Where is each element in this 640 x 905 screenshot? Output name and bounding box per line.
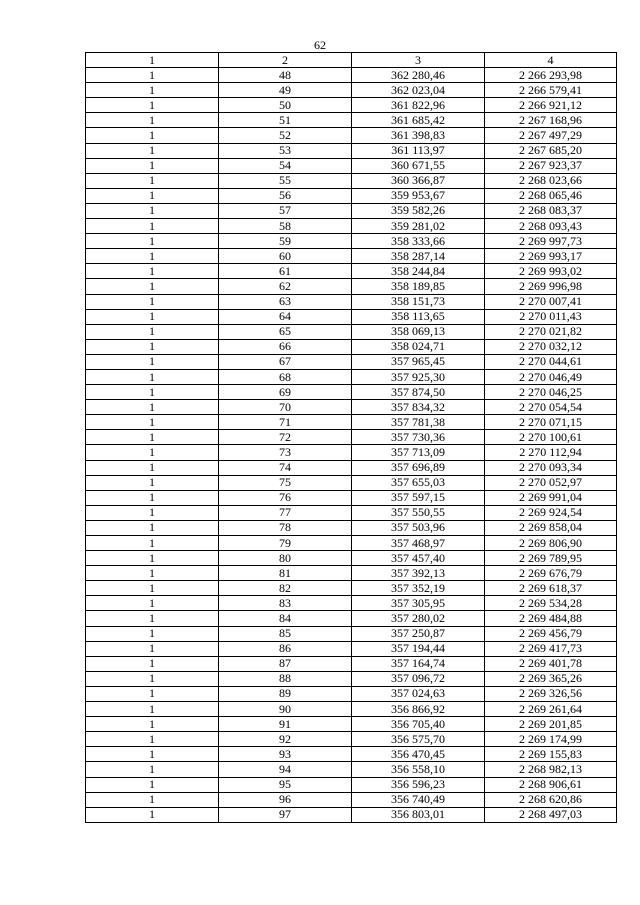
- header-cell: 4: [485, 53, 617, 68]
- table-cell: 362 023,04: [352, 83, 485, 98]
- table-cell: 1: [86, 520, 219, 535]
- header-cell: 3: [352, 53, 485, 68]
- table-cell: 65: [219, 324, 352, 339]
- table-cell: 2 270 071,15: [485, 415, 617, 430]
- table-row: [86, 324, 617, 339]
- table-cell: 2 268 083,37: [485, 203, 617, 218]
- table-row: [86, 128, 617, 143]
- table-row: [86, 249, 617, 264]
- header-cell: 1: [86, 53, 219, 68]
- table-cell: 2 267 685,20: [485, 143, 617, 158]
- table-cell: 1: [86, 339, 219, 354]
- table-cell: 93: [219, 747, 352, 762]
- table-row: [86, 354, 617, 369]
- table-cell: 2 269 991,04: [485, 490, 617, 505]
- table-cell: 2 270 052,97: [485, 475, 617, 490]
- table-row: [86, 686, 617, 701]
- table-cell: 356 866,92: [352, 702, 485, 717]
- table-cell: 74: [219, 460, 352, 475]
- table-cell: 357 655,03: [352, 475, 485, 490]
- table-cell: 87: [219, 656, 352, 671]
- table-cell: 2 269 401,78: [485, 656, 617, 671]
- table-cell: 361 113,97: [352, 143, 485, 158]
- table-cell: 2 269 534,28: [485, 596, 617, 611]
- table-cell: 358 113,65: [352, 309, 485, 324]
- table-cell: 85: [219, 626, 352, 641]
- table-cell: 70: [219, 400, 352, 415]
- table-cell: 1: [86, 354, 219, 369]
- table-header-row: [86, 53, 617, 68]
- table-cell: 52: [219, 128, 352, 143]
- table-cell: 1: [86, 400, 219, 415]
- table-cell: 359 582,26: [352, 203, 485, 218]
- table-cell: 356 470,45: [352, 747, 485, 762]
- table-cell: 361 398,83: [352, 128, 485, 143]
- table-cell: 2 270 011,43: [485, 309, 617, 324]
- table-cell: 1: [86, 309, 219, 324]
- table-cell: 54: [219, 158, 352, 173]
- table-cell: 89: [219, 686, 352, 701]
- table-cell: 1: [86, 98, 219, 113]
- table-cell: 76: [219, 490, 352, 505]
- table-cell: 2 269 996,98: [485, 279, 617, 294]
- table-cell: 58: [219, 219, 352, 234]
- table-cell: 2 270 054,54: [485, 400, 617, 415]
- table-cell: 2 266 293,98: [485, 68, 617, 83]
- table-cell: 71: [219, 415, 352, 430]
- table-cell: 82: [219, 581, 352, 596]
- table-cell: 2 268 023,66: [485, 173, 617, 188]
- table-cell: 1: [86, 460, 219, 475]
- table-cell: 356 596,23: [352, 777, 485, 792]
- table-cell: 2 269 417,73: [485, 641, 617, 656]
- table-cell: 83: [219, 596, 352, 611]
- table-cell: 1: [86, 249, 219, 264]
- table-row: [86, 702, 617, 717]
- table-cell: 1: [86, 505, 219, 520]
- table-cell: 1: [86, 475, 219, 490]
- table-cell: 2 269 789,95: [485, 551, 617, 566]
- page-number: 62: [314, 38, 326, 52]
- table-row: [86, 656, 617, 671]
- table-cell: 1: [86, 173, 219, 188]
- table-cell: 358 333,66: [352, 234, 485, 249]
- table-cell: 2 269 993,17: [485, 249, 617, 264]
- table-row: [86, 717, 617, 732]
- table-row: [86, 309, 617, 324]
- table-cell: 356 558,10: [352, 762, 485, 777]
- table-cell: 2 269 155,83: [485, 747, 617, 762]
- table-cell: 2 269 484,88: [485, 611, 617, 626]
- table-cell: 358 287,14: [352, 249, 485, 264]
- table-cell: 2 270 046,25: [485, 385, 617, 400]
- table-cell: 64: [219, 309, 352, 324]
- table-cell: 2 266 579,41: [485, 83, 617, 98]
- table-cell: 2 268 906,61: [485, 777, 617, 792]
- table-cell: 1: [86, 656, 219, 671]
- table-cell: 62: [219, 279, 352, 294]
- table-cell: 357 713,09: [352, 445, 485, 460]
- table-cell: 56: [219, 188, 352, 203]
- table-cell: 73: [219, 445, 352, 460]
- table-cell: 361 685,42: [352, 113, 485, 128]
- table-row: [86, 158, 617, 173]
- table-cell: 1: [86, 324, 219, 339]
- table-cell: 1: [86, 234, 219, 249]
- table-cell: 357 730,36: [352, 430, 485, 445]
- table-row: [86, 626, 617, 641]
- table-cell: 50: [219, 98, 352, 113]
- table-cell: 357 597,15: [352, 490, 485, 505]
- table-cell: 48: [219, 68, 352, 83]
- table-row: [86, 173, 617, 188]
- table-cell: 357 696,89: [352, 460, 485, 475]
- table-cell: 1: [86, 203, 219, 218]
- table-cell: 1: [86, 702, 219, 717]
- table-cell: 359 281,02: [352, 219, 485, 234]
- table-cell: 2 270 021,82: [485, 324, 617, 339]
- table-cell: 2 269 174,99: [485, 732, 617, 747]
- table-cell: 2 268 093,43: [485, 219, 617, 234]
- table-row: [86, 234, 617, 249]
- table-cell: 1: [86, 566, 219, 581]
- table-row: [86, 339, 617, 354]
- table-cell: 356 740,49: [352, 792, 485, 807]
- table-cell: 60: [219, 249, 352, 264]
- table-cell: 68: [219, 369, 352, 384]
- table-cell: 357 392,13: [352, 566, 485, 581]
- table-cell: 2 268 982,13: [485, 762, 617, 777]
- table-cell: 2 267 923,37: [485, 158, 617, 173]
- table-cell: 1: [86, 777, 219, 792]
- table-row: [86, 641, 617, 656]
- table-cell: 2 269 326,56: [485, 686, 617, 701]
- table-cell: 1: [86, 551, 219, 566]
- table-row: [86, 762, 617, 777]
- table-cell: 2 270 007,41: [485, 294, 617, 309]
- table-row: [86, 385, 617, 400]
- table-cell: 2 268 497,03: [485, 807, 617, 822]
- table-cell: 358 189,85: [352, 279, 485, 294]
- table-cell: 357 781,38: [352, 415, 485, 430]
- table-cell: 2 270 100,61: [485, 430, 617, 445]
- table-cell: 95: [219, 777, 352, 792]
- table-cell: 2 269 261,64: [485, 702, 617, 717]
- table-cell: 55: [219, 173, 352, 188]
- table-cell: 357 352,19: [352, 581, 485, 596]
- header-cell: 2: [219, 53, 352, 68]
- table-cell: 2 269 201,85: [485, 717, 617, 732]
- table-cell: 1: [86, 188, 219, 203]
- table-cell: 75: [219, 475, 352, 490]
- table-cell: 49: [219, 83, 352, 98]
- table-row: [86, 400, 617, 415]
- table-cell: 2 266 921,12: [485, 98, 617, 113]
- table-row: [86, 445, 617, 460]
- table-row: [86, 98, 617, 113]
- table-row: [86, 520, 617, 535]
- table-cell: 77: [219, 505, 352, 520]
- table-row: [86, 188, 617, 203]
- table-row: [86, 264, 617, 279]
- table-cell: 357 834,32: [352, 400, 485, 415]
- table-cell: 357 468,97: [352, 536, 485, 551]
- table-cell: 1: [86, 596, 219, 611]
- table-cell: 1: [86, 490, 219, 505]
- table-cell: 59: [219, 234, 352, 249]
- table-cell: 357 965,45: [352, 354, 485, 369]
- table-row: [86, 279, 617, 294]
- table-cell: 2 269 618,37: [485, 581, 617, 596]
- table-row: [86, 415, 617, 430]
- table-row: [86, 777, 617, 792]
- table-cell: 1: [86, 158, 219, 173]
- table-row: [86, 369, 617, 384]
- table-row: [86, 219, 617, 234]
- table-cell: 88: [219, 671, 352, 686]
- table-cell: 357 280,02: [352, 611, 485, 626]
- table-cell: 2 268 620,86: [485, 792, 617, 807]
- table-cell: 357 024,63: [352, 686, 485, 701]
- table-cell: 57: [219, 203, 352, 218]
- table-cell: 357 457,40: [352, 551, 485, 566]
- table-cell: 1: [86, 671, 219, 686]
- table-cell: 53: [219, 143, 352, 158]
- table-cell: 1: [86, 294, 219, 309]
- table-cell: 90: [219, 702, 352, 717]
- table-cell: 1: [86, 792, 219, 807]
- table-cell: 66: [219, 339, 352, 354]
- table-cell: 357 250,87: [352, 626, 485, 641]
- table-cell: 1: [86, 762, 219, 777]
- table-cell: 357 164,74: [352, 656, 485, 671]
- table-cell: 358 151,73: [352, 294, 485, 309]
- table-row: [86, 203, 617, 218]
- table-cell: 61: [219, 264, 352, 279]
- table-cell: 2 270 046,49: [485, 369, 617, 384]
- table-row: [86, 596, 617, 611]
- table-cell: 1: [86, 143, 219, 158]
- table-cell: 2 270 112,94: [485, 445, 617, 460]
- table-cell: 360 366,87: [352, 173, 485, 188]
- table-row: [86, 490, 617, 505]
- table-cell: 1: [86, 717, 219, 732]
- table-row: [86, 671, 617, 686]
- table-cell: 2 269 806,90: [485, 536, 617, 551]
- table-row: [86, 566, 617, 581]
- table-row: [86, 807, 617, 822]
- table-cell: 2 269 676,79: [485, 566, 617, 581]
- table-row: [86, 536, 617, 551]
- table-cell: 1: [86, 83, 219, 98]
- table-cell: 51: [219, 113, 352, 128]
- table-cell: 1: [86, 536, 219, 551]
- table-cell: 2 269 993,02: [485, 264, 617, 279]
- table-cell: 1: [86, 219, 219, 234]
- table-cell: 80: [219, 551, 352, 566]
- table-cell: 358 024,71: [352, 339, 485, 354]
- table-row: [86, 68, 617, 83]
- table-cell: 357 305,95: [352, 596, 485, 611]
- table-cell: 1: [86, 732, 219, 747]
- table-row: [86, 747, 617, 762]
- table-cell: 1: [86, 747, 219, 762]
- table-cell: 356 803,01: [352, 807, 485, 822]
- table-cell: 361 822,96: [352, 98, 485, 113]
- table-cell: 360 671,55: [352, 158, 485, 173]
- table-cell: 81: [219, 566, 352, 581]
- table-row: [86, 113, 617, 128]
- table-cell: 357 096,72: [352, 671, 485, 686]
- table-cell: 2 269 456,79: [485, 626, 617, 641]
- table-cell: 2 270 032,12: [485, 339, 617, 354]
- table-cell: 78: [219, 520, 352, 535]
- table-cell: 1: [86, 385, 219, 400]
- table-row: [86, 294, 617, 309]
- table-cell: 96: [219, 792, 352, 807]
- table-cell: 1: [86, 611, 219, 626]
- table-cell: 2 269 858,04: [485, 520, 617, 535]
- table-row: [86, 143, 617, 158]
- table-row: [86, 581, 617, 596]
- table-cell: 2 267 168,96: [485, 113, 617, 128]
- table-cell: 1: [86, 68, 219, 83]
- table-cell: 69: [219, 385, 352, 400]
- table-row: [86, 551, 617, 566]
- table-cell: 92: [219, 732, 352, 747]
- table-cell: 359 953,67: [352, 188, 485, 203]
- table-cell: 1: [86, 445, 219, 460]
- table-cell: 357 194,44: [352, 641, 485, 656]
- table-cell: 97: [219, 807, 352, 822]
- table-cell: 1: [86, 641, 219, 656]
- table-cell: 1: [86, 369, 219, 384]
- table-row: [86, 732, 617, 747]
- table-cell: 63: [219, 294, 352, 309]
- table-cell: 1: [86, 113, 219, 128]
- table-row: [86, 430, 617, 445]
- table-cell: 67: [219, 354, 352, 369]
- table-cell: 357 874,50: [352, 385, 485, 400]
- table-row: [86, 792, 617, 807]
- table-cell: 2 268 065,46: [485, 188, 617, 203]
- table-body: [86, 68, 617, 823]
- table-cell: 1: [86, 626, 219, 641]
- table-cell: 91: [219, 717, 352, 732]
- table-cell: 357 925,30: [352, 369, 485, 384]
- table-cell: 2 269 924,54: [485, 505, 617, 520]
- table-cell: 356 705,40: [352, 717, 485, 732]
- table-cell: 356 575,70: [352, 732, 485, 747]
- coordinates-table: [85, 52, 617, 823]
- table-cell: 358 069,13: [352, 324, 485, 339]
- table-cell: 79: [219, 536, 352, 551]
- table-cell: 1: [86, 264, 219, 279]
- table-cell: 1: [86, 279, 219, 294]
- table-cell: 2 267 497,29: [485, 128, 617, 143]
- table-cell: 84: [219, 611, 352, 626]
- table-cell: 362 280,46: [352, 68, 485, 83]
- table-cell: 357 503,96: [352, 520, 485, 535]
- table-cell: 2 270 044,61: [485, 354, 617, 369]
- table-cell: 2 270 093,34: [485, 460, 617, 475]
- table-cell: 1: [86, 686, 219, 701]
- table-cell: 2 269 365,26: [485, 671, 617, 686]
- table-cell: 86: [219, 641, 352, 656]
- table-row: [86, 611, 617, 626]
- table-cell: 1: [86, 430, 219, 445]
- table-cell: 358 244,84: [352, 264, 485, 279]
- table-cell: 1: [86, 807, 219, 822]
- table-row: [86, 475, 617, 490]
- table-cell: 2 269 997,73: [485, 234, 617, 249]
- table-cell: 1: [86, 415, 219, 430]
- table-row: [86, 83, 617, 98]
- table-cell: 357 550,55: [352, 505, 485, 520]
- table-cell: 1: [86, 581, 219, 596]
- table-row: [86, 505, 617, 520]
- table-row: [86, 460, 617, 475]
- table-cell: 72: [219, 430, 352, 445]
- table-cell: 94: [219, 762, 352, 777]
- table-cell: 1: [86, 128, 219, 143]
